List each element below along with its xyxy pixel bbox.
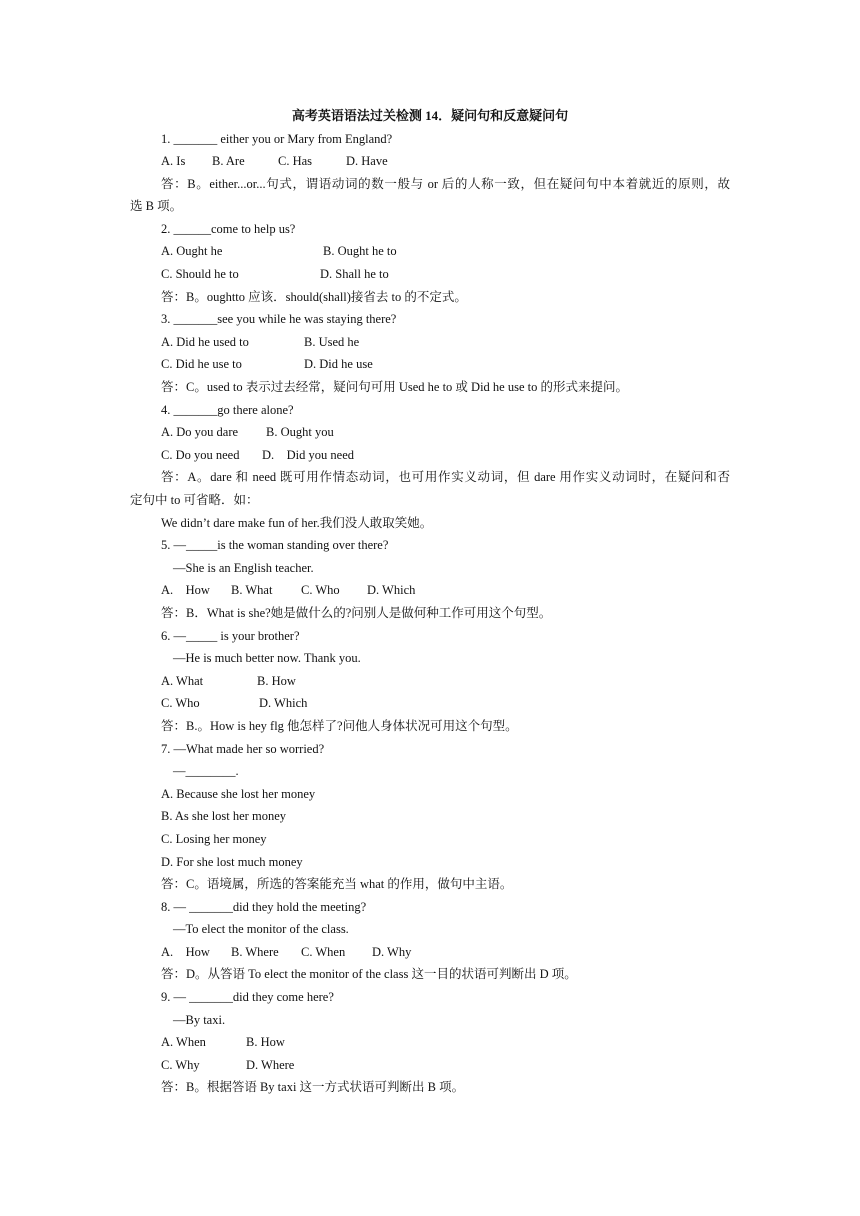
question-1: 1. _______ either you or Mary from England? xyxy=(161,131,393,146)
question-8-options xyxy=(130,941,730,964)
answer-6: 答：B.。How is hey flg 他怎样了?问他人身体状况可用这个句型。 xyxy=(161,718,518,733)
option-a: A. Ought he xyxy=(161,244,223,259)
option-d: D. Why xyxy=(372,944,412,959)
option-d: D. Where xyxy=(246,1057,295,1072)
option-a: A. When xyxy=(161,1035,206,1050)
option-c: C. When xyxy=(301,944,346,959)
option-b: B. Used he xyxy=(304,334,360,349)
question-4: 4. _______go there alone? xyxy=(161,402,294,417)
answer-4-line-2: 定句中 to 可省略．如： xyxy=(130,493,259,507)
question-4-options-row-1 xyxy=(130,421,730,444)
answer-2: 答：B。oughtto 应该．should(shall)接省去 to 的不定式。 xyxy=(161,289,467,304)
option-a: A. What xyxy=(161,673,204,688)
option-d: D. Shall he to xyxy=(320,267,389,282)
option-b: B. What xyxy=(231,583,273,598)
question-2-options-row-1 xyxy=(130,240,730,263)
option-a: A. Did he used to xyxy=(161,334,249,349)
option-d: D. Have xyxy=(346,154,388,169)
answer-4-line-3: We didn’t dare make fun of her.我们没人敢取笑她。 xyxy=(161,515,433,530)
question-3: 3. _______see you while he was staying there? xyxy=(161,312,397,327)
question-6-reply: —He is much better now. Thank you. xyxy=(173,651,361,666)
option-d: D. Which xyxy=(367,583,416,598)
question-2-options-row-2 xyxy=(130,263,730,286)
option-b: B. How xyxy=(246,1035,285,1050)
option-c: C. Should he to xyxy=(161,267,239,282)
option-b: B. Ought he to xyxy=(323,244,397,259)
option-c: C. Do you need xyxy=(161,447,240,462)
answer-9: 答：B。根据答语 By taxi 这一方式状语可判断出 B 项。 xyxy=(161,1080,465,1095)
option-c: C. Did he use to xyxy=(161,357,242,372)
option-a: A. Is xyxy=(161,154,186,169)
question-9-options-row-1 xyxy=(130,1031,730,1054)
option-b: B. Ought you xyxy=(266,425,334,440)
option-c: C. Who xyxy=(161,696,200,711)
option-b: B. Where xyxy=(231,944,279,959)
question-6-options-row-1 xyxy=(130,670,730,693)
question-8: 8. — _______did they hold the meeting? xyxy=(161,899,367,914)
question-7-option-a: A. Because she lost her money xyxy=(161,786,316,801)
document-title: 高考英语语法过关检测 14．疑问句和反意疑问句 xyxy=(291,108,569,123)
answer-8: 答：D。从答语 To elect the monitor of the class 这一目的状语可判断出 D 项。 xyxy=(161,967,577,982)
option-c: C. Why xyxy=(161,1057,200,1072)
answer-3: 答：C。used to 表示过去经常，疑问句可用 Used he to 或 Did he use to 的形式来提问。 xyxy=(161,380,628,395)
question-9-options-row-2 xyxy=(130,1054,730,1077)
question-9: 9. — _______did they come here? xyxy=(161,990,334,1005)
option-a: A. How xyxy=(161,944,210,959)
option-b: B. How xyxy=(257,673,296,688)
answer-7: 答：C。语境属，所选的答案能充当 what 的作用，做句中主语。 xyxy=(161,877,513,892)
question-9-reply: —By taxi. xyxy=(173,1012,226,1027)
answer-1-line-2: 选 B 项。 xyxy=(130,199,183,214)
answer-4-line-1: 答：A。dare 和 need 既可用作情态动词，也可用作实义动词，但 dare 用作实义动词时，在疑问和否 xyxy=(161,470,730,485)
question-7: 7. —What made her so worried? xyxy=(161,741,325,756)
answer-5: 答：B．What is she?她是做什么的?问别人是做何种工作可用这个句型。 xyxy=(161,605,552,620)
option-a: A. How xyxy=(161,583,210,598)
question-5-reply: —She is an English teacher. xyxy=(173,560,314,575)
answer-1-line-1: 答：B。either...or...句式，谓语动词的数一般与 or 后的人称一致，但在疑问句中本着就近的原则，故 xyxy=(161,176,730,191)
question-3-options-row-2 xyxy=(130,353,730,376)
option-d: D. Which xyxy=(259,696,308,711)
question-5-options xyxy=(130,579,730,602)
option-b: B. Are xyxy=(212,154,245,169)
question-1-options xyxy=(130,150,730,173)
option-d: D. Did you need xyxy=(262,447,354,462)
option-c: C. Who xyxy=(301,583,340,598)
document-body xyxy=(130,128,730,1100)
option-d: D. Did he use xyxy=(304,357,373,372)
question-3-options-row-1 xyxy=(130,331,730,354)
question-2: 2. ______come to help us? xyxy=(161,221,296,236)
question-7-option-d: D. For she lost much money xyxy=(161,854,303,869)
question-8-reply: —To elect the monitor of the class. xyxy=(173,922,349,937)
option-c: C. Has xyxy=(278,154,313,169)
question-7-reply: —________. xyxy=(173,764,239,779)
question-7-option-c: C. Losing her money xyxy=(161,831,267,846)
question-4-options-row-2 xyxy=(130,444,730,467)
question-7-option-b: B. As she lost her money xyxy=(161,809,286,824)
option-a: A. Do you dare xyxy=(161,425,239,440)
question-6-options-row-2 xyxy=(130,692,730,715)
question-6: 6. —_____ is your brother? xyxy=(161,628,300,643)
question-5: 5. —_____is the woman standing over there? xyxy=(161,538,389,553)
